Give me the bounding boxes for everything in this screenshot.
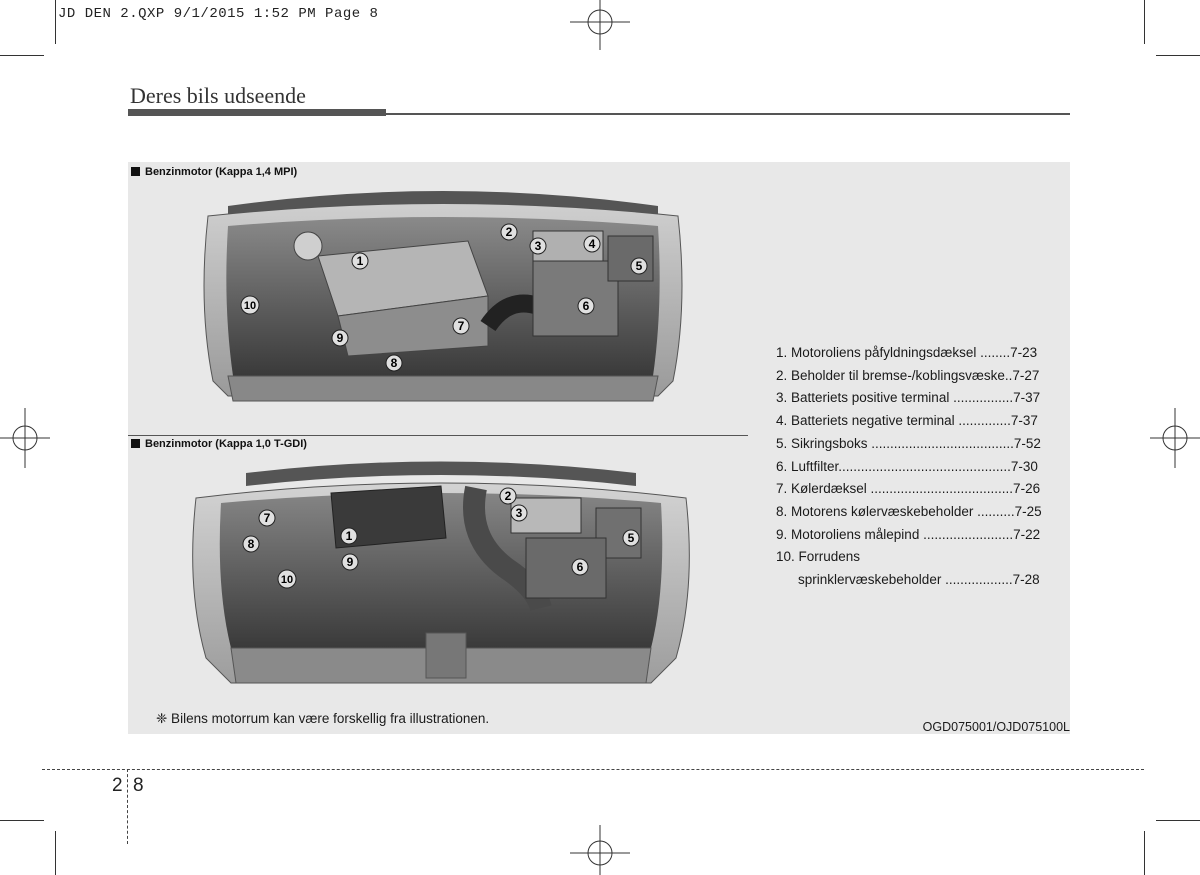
crop-mark-tr-h	[1156, 55, 1200, 56]
chapter-number: 2	[112, 775, 123, 796]
footer-dashed-rule	[42, 769, 1144, 770]
footnote: ❈ Bilens motorrum kan være forskellig fra illustrationen.	[156, 711, 490, 726]
registration-mark-bottom	[570, 825, 630, 875]
square-bullet-icon	[131, 439, 140, 448]
list-item: 8. Motorens kølervæskebeholder ..........7-25	[776, 503, 1042, 519]
title-rule-bar	[128, 109, 386, 116]
callout-5: 5	[627, 531, 635, 545]
list-item: 9. Motoroliens målepind ........................7-22	[776, 526, 1041, 542]
callout-4: 4	[588, 237, 596, 251]
callout-10: 10	[280, 574, 294, 586]
page-number: 8	[133, 775, 144, 796]
list-item: 4. Batteriets negative terminal ..............7-37	[776, 413, 1038, 429]
callout-9: 9	[346, 555, 354, 569]
title-rule-line	[386, 113, 1070, 115]
list-item: 6. Luftfilter..............................................7-30	[776, 458, 1038, 474]
image-code: OGD075001/OJD075100L	[922, 720, 1070, 734]
callout-8: 8	[390, 356, 398, 370]
section-divider	[128, 435, 748, 436]
registration-mark-left	[0, 408, 50, 468]
square-bullet-icon	[131, 167, 140, 176]
footer-vertical-rule	[127, 769, 128, 844]
list-item: 3. Batteriets positive terminal ................7-37	[776, 390, 1041, 406]
crop-mark-tr-v	[1144, 0, 1145, 44]
crop-mark-bl-h	[0, 820, 44, 821]
list-item: 7. Kølerdæksel ......................................7-26	[776, 481, 1041, 497]
callout-10: 10	[243, 300, 257, 312]
callout-1: 1	[345, 529, 353, 543]
registration-mark-right	[1150, 408, 1200, 468]
callout-8: 8	[247, 537, 255, 551]
crop-mark-br-v	[1144, 831, 1145, 875]
section-label-tgdi	[131, 438, 307, 450]
list-item: 1. Motoroliens påfyldningsdæksel ........7-23	[776, 345, 1038, 360]
callout-1: 1	[356, 254, 364, 268]
callout-6: 6	[582, 299, 590, 313]
list-item: 2. Beholder til bremse-/koblingsvæske..7-27	[776, 367, 1040, 383]
figure-panel	[128, 162, 1070, 734]
callout-3: 3	[515, 506, 523, 520]
callout-7: 7	[263, 511, 271, 525]
registration-mark-top	[570, 0, 630, 50]
engine-illustration-tgdi	[186, 458, 696, 698]
crop-mark-br-h	[1156, 820, 1200, 821]
callout-3: 3	[534, 239, 542, 253]
callout-2: 2	[504, 489, 512, 503]
callout-7: 7	[457, 319, 465, 333]
section-label-text: Benzinmotor (Kappa 1,4 MPI)	[145, 166, 298, 178]
callout-9: 9	[336, 331, 344, 345]
engine-illustration-mpi	[188, 186, 698, 416]
crop-mark-tl-v	[55, 0, 56, 44]
page-title: Deres bils udseende	[130, 83, 306, 108]
callout-5: 5	[635, 259, 643, 273]
callout-6: 6	[576, 560, 584, 574]
callout-2: 2	[505, 225, 513, 239]
section-label-text: Benzinmotor (Kappa 1,0 T-GDI)	[145, 438, 307, 450]
print-slug: JD DEN 2.QXP 9/1/2015 1:52 PM Page 8	[58, 6, 379, 22]
crop-mark-tl-h	[0, 55, 44, 56]
crop-mark-bl-v	[55, 831, 56, 875]
list-item-continued: sprinklervæskebeholder ..................7-28	[798, 572, 1040, 588]
section-label-mpi	[131, 166, 297, 178]
list-item: 5. Sikringsboks ......................................7-52	[776, 435, 1041, 451]
list-item: 10. Forrudens	[776, 549, 861, 565]
component-list	[776, 342, 1066, 592]
